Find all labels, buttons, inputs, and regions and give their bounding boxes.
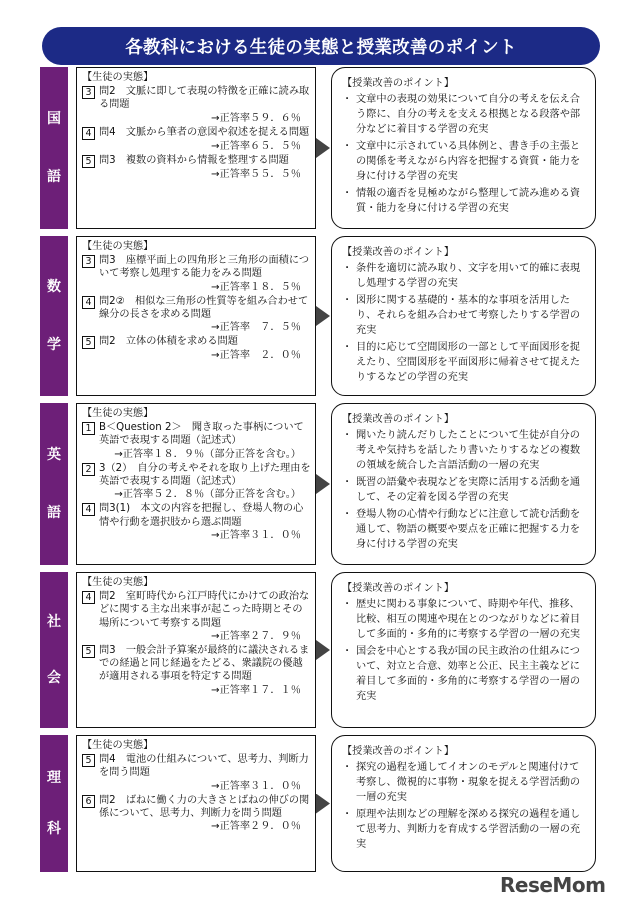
subject-row-kokugo xyxy=(0,67,640,229)
page-title: 各教科における生徒の実態と授業改善のポイント xyxy=(42,27,600,65)
fact-question xyxy=(82,794,311,820)
bullet-icon: ・ xyxy=(342,141,353,152)
subject-label-char: 会 xyxy=(47,670,61,687)
student-facts-box xyxy=(76,67,316,229)
question-text: 問2 室町時代から江戸時代にかけての政治などに関する主な出来事が起こった時期とその場所について考察する問題 xyxy=(99,591,310,629)
question-number-box: 4 xyxy=(82,503,95,516)
question-number-box: 4 xyxy=(82,127,95,140)
subject-label-char: 社 xyxy=(47,613,61,630)
correct-rate: →正答率 ７．５％ xyxy=(210,322,301,334)
fact-question xyxy=(82,462,311,488)
fact-item xyxy=(82,462,311,502)
question-text: 問4 電池の仕組みについて、思考力、判断力を問う問題 xyxy=(99,754,309,779)
fact-item xyxy=(82,421,311,461)
question-number-box: 4 xyxy=(82,296,95,309)
fact-question xyxy=(82,85,311,111)
points-header: 【授業改善のポイント】 xyxy=(342,247,455,258)
point-text: 条件を適切に読み取り、文字を用いて的確に表現し処理する学習の充実 xyxy=(356,263,581,289)
facts-header: 【生徒の実態】 xyxy=(82,72,154,83)
fact-item xyxy=(82,85,311,125)
improvement-point xyxy=(342,261,586,291)
student-facts-box xyxy=(76,236,316,396)
fact-question xyxy=(82,590,311,630)
improvement-point xyxy=(342,597,586,642)
question-text: 問4 文脈から筆者の意図や叙述を捉える問題 xyxy=(99,126,310,138)
subject-label-char: 語 xyxy=(47,169,61,186)
student-facts-box xyxy=(76,572,316,728)
bullet-icon: ・ xyxy=(342,646,353,657)
fact-question xyxy=(82,753,311,779)
bullet-icon: ・ xyxy=(342,342,353,353)
correct-rate: →正答率２７．９％ xyxy=(210,630,301,642)
correct-rate: →正答率５９．６％ xyxy=(210,112,301,124)
correct-rate: →正答率６５．５％ xyxy=(210,140,301,152)
resemom-logo: ReseMom xyxy=(500,873,606,897)
improvement-point xyxy=(342,293,586,338)
improvement-point xyxy=(342,644,586,704)
question-text: 問3(1) 本文の内容を把握し、登場人物の心情や行動を選択肢から選ぶ問題 xyxy=(99,503,304,528)
question-number-box: 5 xyxy=(82,754,95,767)
fact-question xyxy=(82,154,311,168)
fact-item xyxy=(82,502,311,542)
subject-row-rika xyxy=(0,735,640,872)
subject-label-char: 理 xyxy=(47,770,61,787)
question-number-box: 6 xyxy=(82,795,95,808)
points-header: 【授業改善のポイント】 xyxy=(342,746,455,757)
improvement-points-box xyxy=(331,67,596,229)
bullet-icon: ・ xyxy=(342,263,353,274)
points-header: 【授業改善のポイント】 xyxy=(342,414,455,425)
subject-label-char: 学 xyxy=(47,337,61,353)
point-text: 既習の語彙や表現などを実際に活用する活動を通して、その定着を図る学習の充実 xyxy=(356,477,581,503)
fact-question xyxy=(82,502,311,528)
bullet-icon: ・ xyxy=(342,809,353,820)
question-text: 問3 座標平面上の四角形と三角形の面積について考察し処理する能力をみる問題 xyxy=(99,255,310,280)
question-text: B＜Question 2＞ 聞き取った事柄について英語で表現する問題（記述式） xyxy=(99,422,304,447)
points-header: 【授業改善のポイント】 xyxy=(342,583,455,594)
fact-item xyxy=(82,154,311,181)
subject-label-char: 英 xyxy=(47,446,61,463)
improvement-point xyxy=(342,475,586,505)
fact-question xyxy=(82,644,311,684)
fact-item xyxy=(82,295,311,335)
correct-rate: →正答率２９．０％ xyxy=(210,821,301,833)
question-text: 問3 一般会計予算案が最終的に議決されるまでの経過と同じ経過をたどる、衆議院の優越が適用される事項を特定する問題 xyxy=(99,645,310,683)
bullet-icon: ・ xyxy=(342,509,353,520)
improvement-points-box xyxy=(331,735,596,872)
arrow-right-icon xyxy=(316,640,330,660)
fact-question xyxy=(82,126,311,140)
facts-header: 【生徒の実態】 xyxy=(82,577,154,588)
bullet-icon: ・ xyxy=(342,188,353,199)
subject-label-char: 語 xyxy=(47,505,61,522)
improvement-point xyxy=(342,186,586,216)
point-text: 図形に関する基礎的・基本的な事項を活用したり、それらを組み合わせて考察したりする学習の充実 xyxy=(356,295,581,336)
point-text: 聞いたり読んだりしたことについて生徒が自分の考えや気持ちを話したり書いたりするなどの複数の領域を統合した言語活動の一層の充実 xyxy=(356,430,581,471)
improvement-point xyxy=(342,92,586,137)
fact-question xyxy=(82,254,311,280)
improvement-point xyxy=(342,139,586,184)
fact-question xyxy=(82,421,311,447)
correct-rate: →正答率３１．０％ xyxy=(210,529,301,541)
point-text: 歴史に関わる事象について、時期や年代、推移、比較、相互の関連や現在とのつながりなどに着目して多面的・多角的に考察する学習の一層の充実 xyxy=(356,599,581,640)
question-text: 3（2） 自分の考えやそれを取り上げた理由を英語で表現する問題（記述式） xyxy=(99,462,311,488)
question-number-box: 5 xyxy=(82,155,95,168)
point-text: 目的に応じて空間図形の一部として平面図形を捉えたり、空間図形を平面図形に帰着させて捉えたりするなどの学習の充実 xyxy=(356,342,581,383)
improvement-points-box xyxy=(331,236,596,396)
question-number-box: 5 xyxy=(82,645,95,658)
correct-rate: →正答率３１．０％ xyxy=(210,780,301,792)
point-text: 探究の過程を通してイオンのモデルと関連付けて考察し、微視的に事物・現象を捉える学習活動の一層の充実 xyxy=(356,762,581,803)
improvement-point xyxy=(342,340,586,385)
subject-row-eigo xyxy=(0,403,640,565)
correct-rate: →正答率５５．５％ xyxy=(210,169,301,181)
point-text: 情報の適否を見極めながら整理して読み進める資質・能力を身に付ける学習の充実 xyxy=(356,188,581,214)
student-facts-box xyxy=(76,735,316,872)
improvement-points-box xyxy=(331,403,596,565)
subject-label xyxy=(40,735,68,872)
question-text: 問2② 相似な三角形の性質等を組み合わせて線分の長さを求める問題 xyxy=(99,295,309,321)
point-text: 登場人物の心情や行動などに注意して読む活動を通して、物語の概要や要点を正確に把握する力を身に付ける学習の充実 xyxy=(356,509,581,550)
subject-label-char: 数 xyxy=(47,279,61,295)
correct-rate: →正答率１８．９％（部分正答を含む。） xyxy=(114,448,301,460)
fact-item xyxy=(82,794,311,834)
student-facts-box xyxy=(76,403,316,565)
arrow-right-icon xyxy=(316,794,330,814)
improvement-point xyxy=(342,760,586,805)
bullet-icon: ・ xyxy=(342,762,353,773)
correct-rate: →正答率１８．５％ xyxy=(210,281,301,293)
question-number-box: 3 xyxy=(82,86,95,99)
question-text: 問3 複数の資料から情報を整理する問題 xyxy=(99,155,289,167)
fact-item xyxy=(82,644,311,697)
point-text: 国会を中心とする我が国の民主政治の仕組みについて、対立と合意、効率と公正、民主主義などに着目して多面的・多角的に考察する学習の一層の充実 xyxy=(356,646,581,702)
subject-row-sugaku xyxy=(0,236,640,396)
question-number-box: 5 xyxy=(82,336,95,349)
fact-item xyxy=(82,590,311,643)
correct-rate: →正答率１７．１％ xyxy=(210,684,301,696)
subject-label xyxy=(40,403,68,565)
facts-header: 【生徒の実態】 xyxy=(82,241,154,252)
improvement-points-box xyxy=(331,572,596,728)
bullet-icon: ・ xyxy=(342,477,353,488)
question-text: 問2 文脈に即して表現の特徴を正確に読み取る問題 xyxy=(99,86,310,111)
fact-item xyxy=(82,335,311,362)
subject-label-char: 科 xyxy=(47,820,61,837)
improvement-point xyxy=(342,507,586,552)
bullet-icon: ・ xyxy=(342,295,353,306)
point-text: 原理や法則などの理解を深める探究の過程を通して思考力、判断力を育成する学習活動の一層の充実 xyxy=(356,809,581,850)
subject-label xyxy=(40,572,68,728)
point-text: 文章中に示されている具体例と、書き手の主張との関係を考えながら内容を把握する資質・能力を身に付ける学習の充実 xyxy=(356,141,581,182)
fact-item xyxy=(82,254,311,294)
question-text: 問2 ばねに働く力の大きさとばねの伸びの関係について、思考力、判断力を問う問題 xyxy=(99,794,310,820)
arrow-right-icon xyxy=(316,306,330,326)
fact-item xyxy=(82,753,311,793)
fact-question xyxy=(82,295,311,321)
bullet-icon: ・ xyxy=(342,94,353,105)
points-header: 【授業改善のポイント】 xyxy=(342,78,455,89)
point-text: 文章中の表現の効果について自分の考えを伝え合う際に、自分の考えを支える根拠となる段落や部分などに着目する学習の充実 xyxy=(356,94,581,135)
question-number-box: 1 xyxy=(82,422,95,435)
question-text: 問2 立体の体積を求める問題 xyxy=(99,336,238,348)
improvement-point xyxy=(342,807,586,852)
facts-header: 【生徒の実態】 xyxy=(82,740,154,751)
fact-item xyxy=(82,126,311,153)
bullet-icon: ・ xyxy=(342,599,353,610)
arrow-right-icon xyxy=(316,138,330,158)
bullet-icon: ・ xyxy=(342,430,353,441)
subject-label xyxy=(40,236,68,396)
question-number-box: 2 xyxy=(82,463,95,476)
correct-rate: →正答率 ２．０％ xyxy=(210,350,301,362)
arrow-right-icon xyxy=(316,474,330,494)
subject-row-shakai xyxy=(0,572,640,728)
facts-header: 【生徒の実態】 xyxy=(82,408,154,419)
subject-label xyxy=(40,67,68,229)
fact-question xyxy=(82,335,311,349)
improvement-point xyxy=(342,428,586,473)
question-number-box: 4 xyxy=(82,591,95,604)
subject-label-char: 国 xyxy=(47,110,61,127)
correct-rate: →正答率５２．８％（部分正答を含む。） xyxy=(114,489,301,501)
question-number-box: 3 xyxy=(82,255,95,268)
